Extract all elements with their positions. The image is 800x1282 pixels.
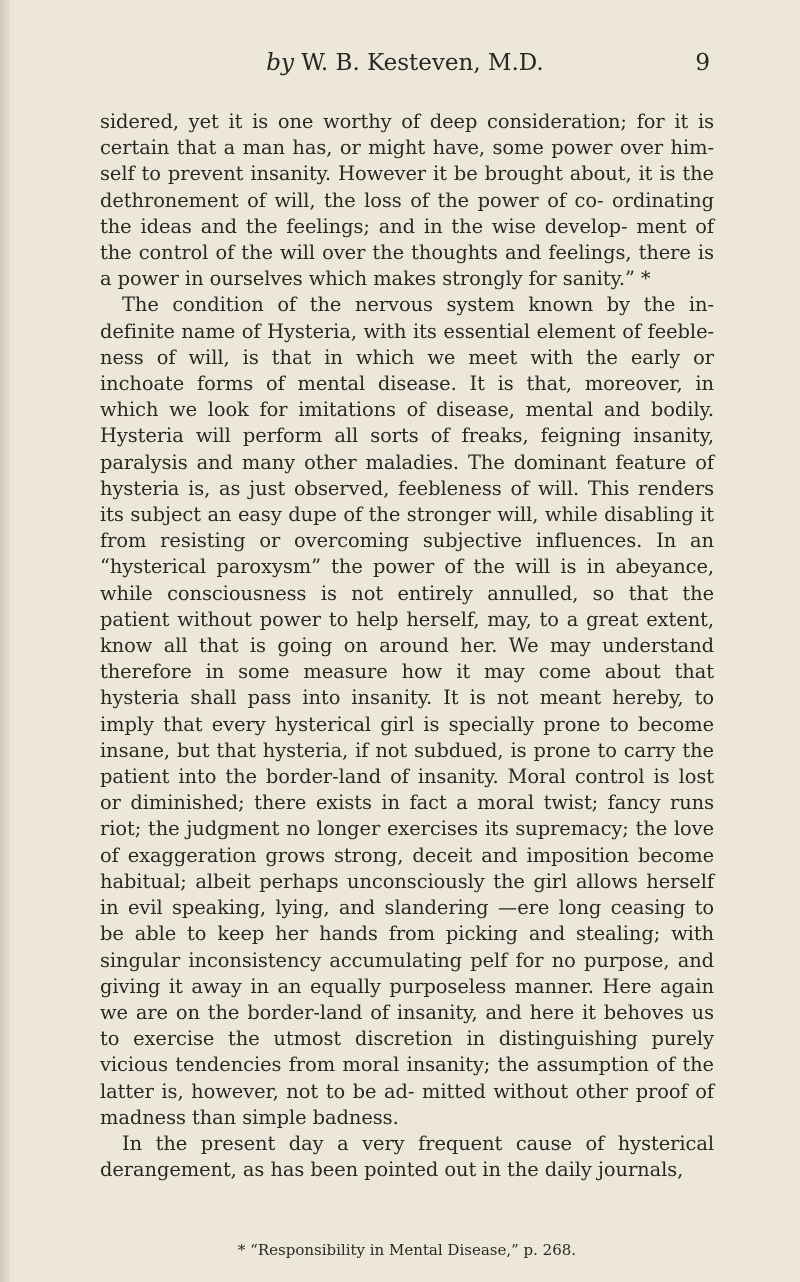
running-head-author: W. B. Kesteven, M.D. [301,50,544,76]
running-head [100,50,710,84]
body-text [100,109,714,1183]
paragraph-hysteria: The condition of the nervous system known by the in- definite name of Hysteria, with its essential element of feeble- ness of will, is that in which we meet with the early or inchoate forms of mental disease. It is that, moreover, in which we look for imitations of disease, mental and bodily. Hysteria will perform all sorts of freaks, feigning insanity, paralysis and many other maladies. The dominant feature of hysteria is, as just observed, feebleness of will. This renders its subject an easy dupe of the stronger will, while disabling it from resisting or overcoming subjective influences. In an “hysterical paroxysm” the power of the will is in abeyance, while consciousness is not entirely annulled, so that the patient without power to help herself, may, to a great extent, know all that is going on around her. We may understand therefore in some measure how it may come about that hysteria shall pass into insanity. It is not meant hereby, to imply that every hysterical girl is specially prone to become insane, but that hysteria, if not subdued, is prone to carry the patient into the border-land of insanity. Moral control is lost or diminished; there exists in fact a moral twist; fancy runs riot; the judgment no longer exercises its supremacy; the love of exaggeration grows strong, deceit and imposition become habitual; albeit perhaps unconsciously the girl allows herself in evil speaking, lying, and slandering —ere long ceasing to be able to keep her hands from picking and stealing; with singular inconsistency accumulating pelf for no purpose, and giving it away in an equally purposeless manner. Here again we are on the border-land of insanity, and here it behoves us to exercise the utmost discretion in distinguishing purely vicious tendencies from moral insanity; the assumption of the latter is, however, not to be ad- mitted without other proof of madness than simple badness. [100,293,714,1129]
page-edge [0,0,10,1282]
running-head-title [100,50,710,76]
footnote: * “Responsibility in Mental Disease,” p. 268. [237,1241,577,1259]
running-head-prefix: by [266,50,294,76]
paragraph-present-day: In the present day a very frequent cause of hysterical derangement, as has been pointed out in the daily journals, [100,1131,714,1182]
page-number: 9 [695,50,710,76]
paragraph-continuation: sidered, yet it is one worthy of deep consideration; for it is certain that a man has, or might have, some power over him- self to prevent insanity. However it be brought about, it is the dethronement of will, the loss of the power of co- ordinating the ideas and the feelings; and in the wise develop- ment of the control of the will over the thoughts and feelings, there is a power in ourselves which makes strongly for sanity.” * [100,110,714,291]
